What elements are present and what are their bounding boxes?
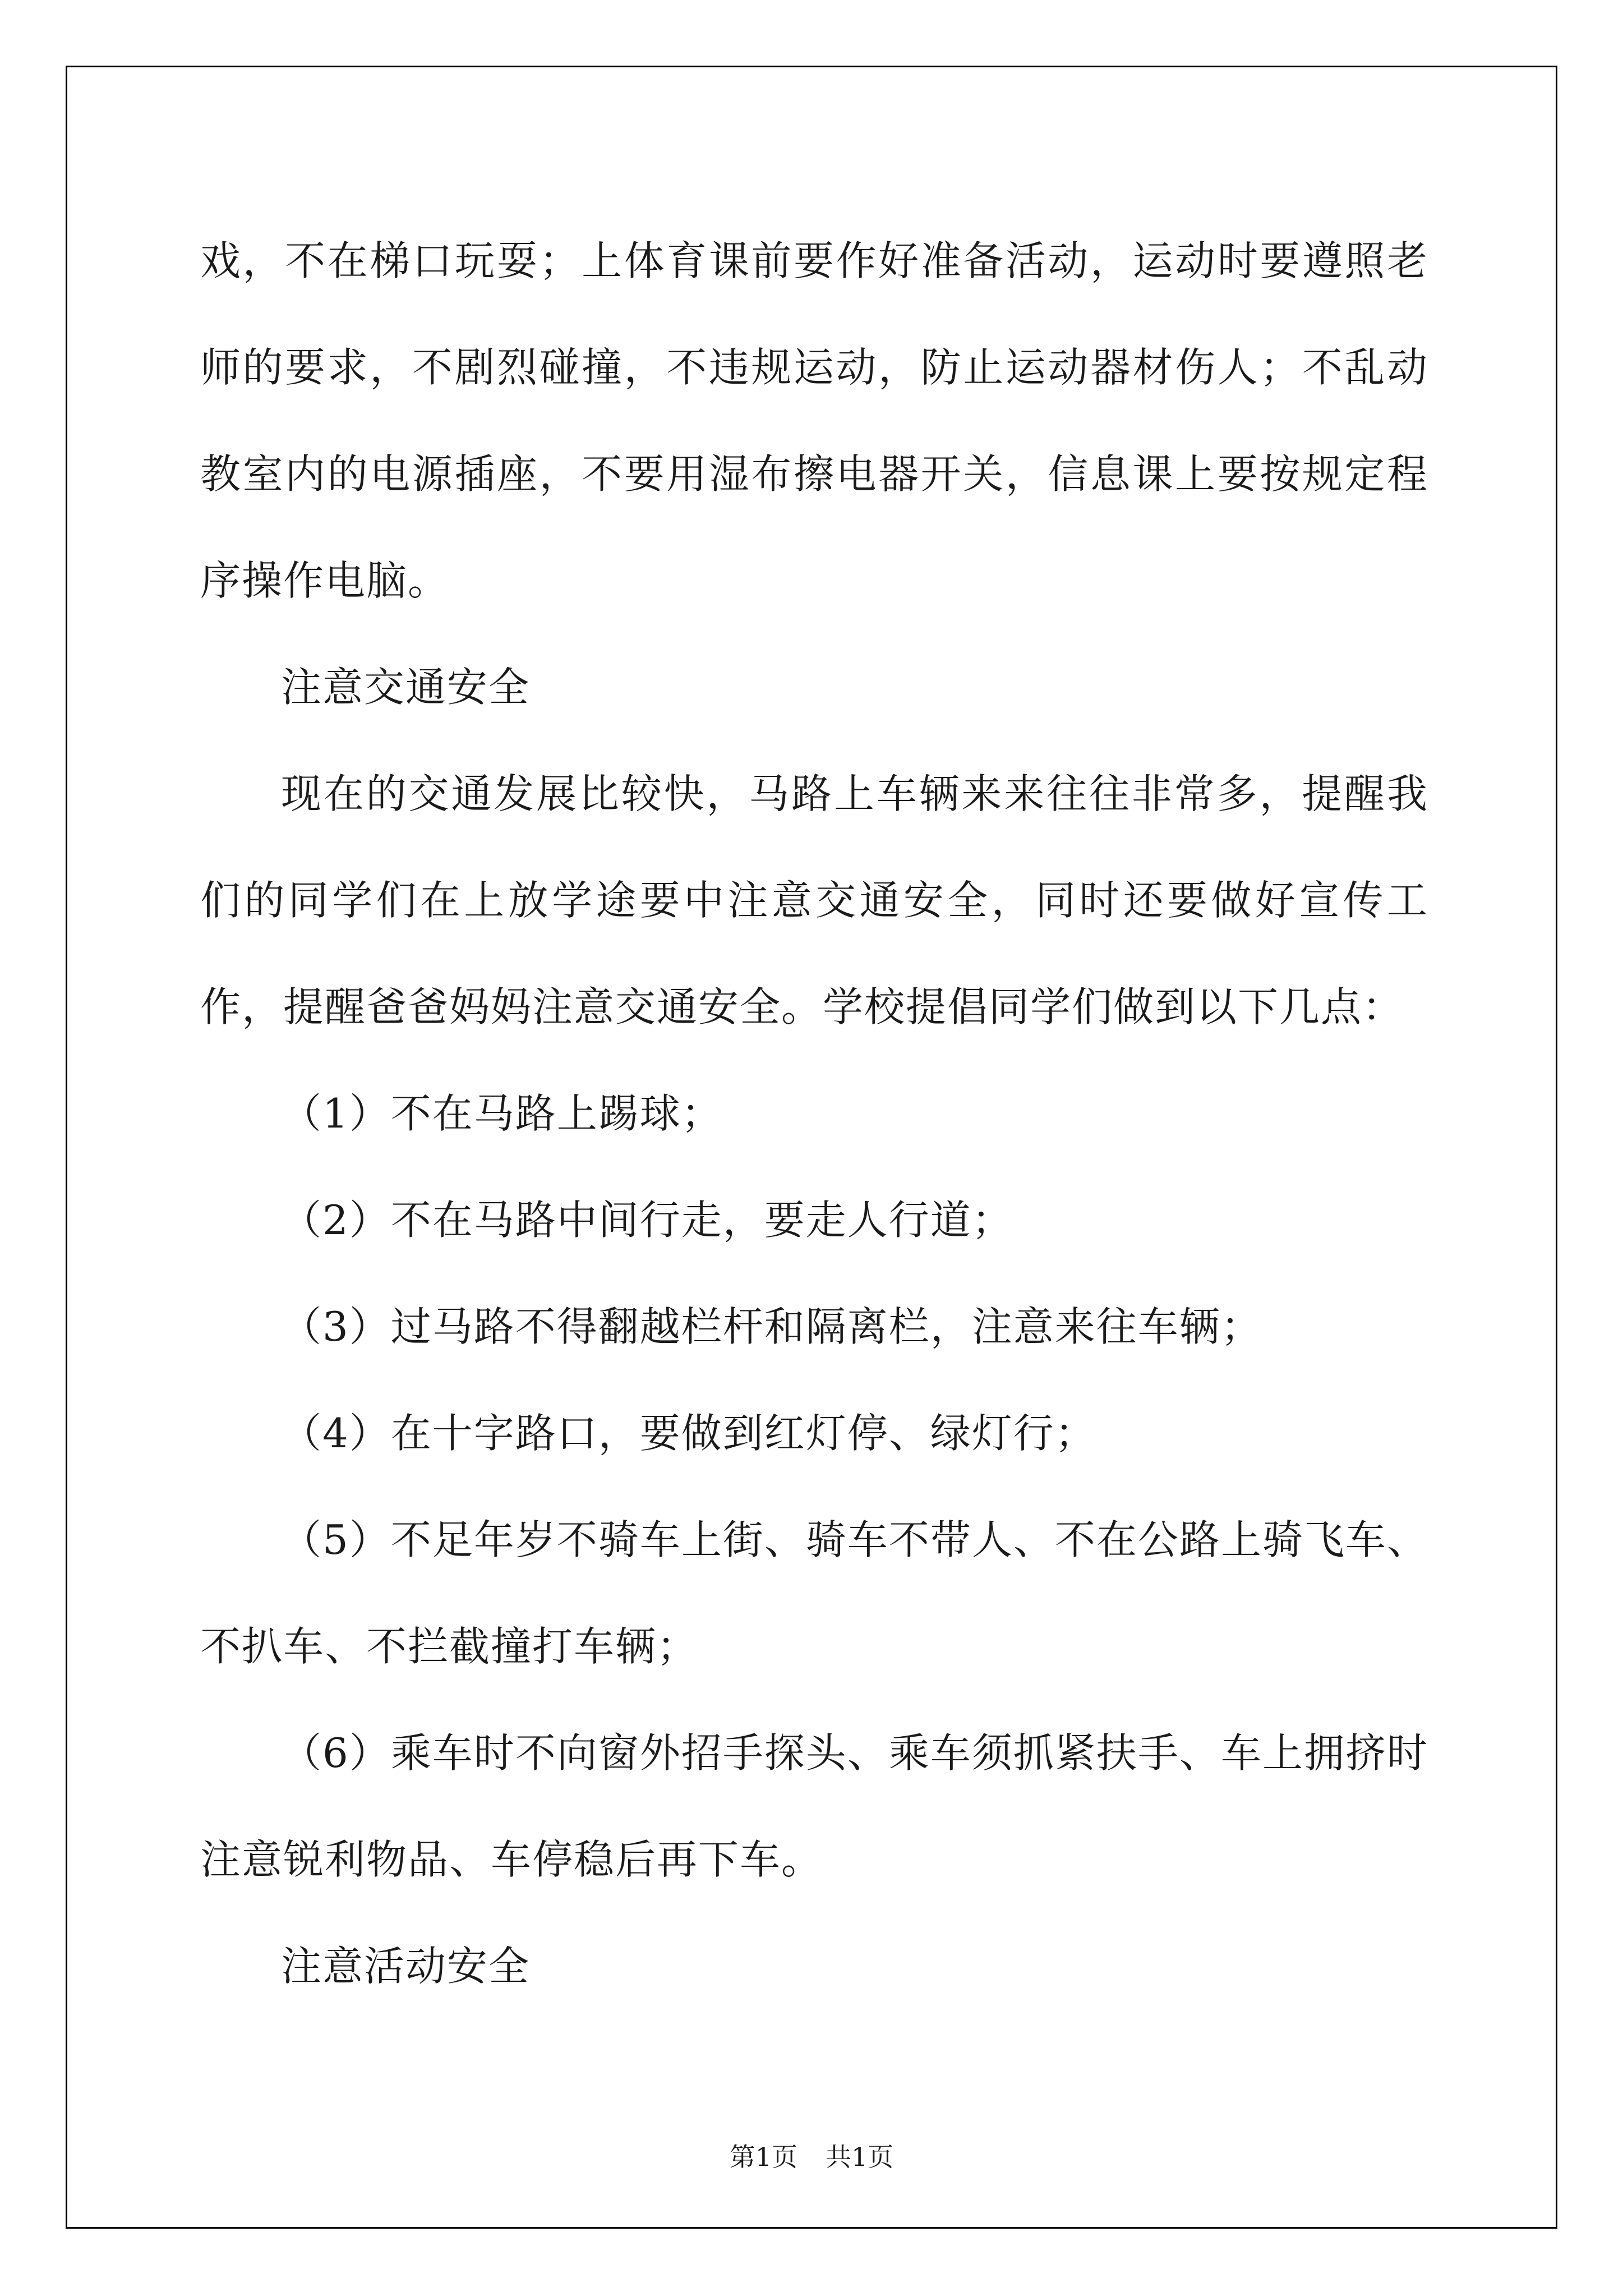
list-item-5: （5）不足年岁不骑车上街、骑车不带人、不在公路上骑飞车、不扒车、不拦截撞打车辆； <box>200 1516 1428 1670</box>
list-item-1: （1）不在马路上踢球； <box>281 1090 723 1137</box>
document-body <box>200 208 1428 2019</box>
list-item-6: （6）乘车时不向窗外招手探头、乘车须抓紧扶手、车上拥挤时注意锐利物品、车停稳后再下车。 <box>200 1729 1428 1883</box>
list-item-3: （3）过马路不得翻越栏杆和隔离栏，注意来往车辆； <box>281 1303 1262 1350</box>
section-heading-activity-safety: 注意活动安全 <box>281 1943 531 1990</box>
page-footer <box>0 2140 1623 2174</box>
list-item-4: （4）在十字路口，要做到红灯停、绿灯行； <box>281 1410 1096 1457</box>
page-number-current: 第1页 <box>729 2142 797 2172</box>
paragraph-traffic-intro: 现在的交通发展比较快，马路上车辆来来往往非常多，提醒我们的同学们在上放学途要中注意交通安全，同时还要做好宣传工作，提醒爸爸妈妈注意交通安全。学校提倡同学们做到以下几点： <box>200 770 1428 1030</box>
section-heading-traffic-safety: 注意交通安全 <box>281 664 531 711</box>
paragraph-continuation: 戏，不在梯口玩耍；上体育课前要作好准备活动，运动时要遵照老师的要求，不剧烈碰撞，不违规运动，防止运动器材伤人；不乱动教室内的电源插座，不要用湿布擦电器开关，信息课上要按规定程序操作电脑。 <box>200 237 1428 604</box>
page-number-total: 共1页 <box>826 2142 894 2172</box>
list-item-2: （2）不在马路中间行走，要走人行道； <box>281 1197 1013 1244</box>
